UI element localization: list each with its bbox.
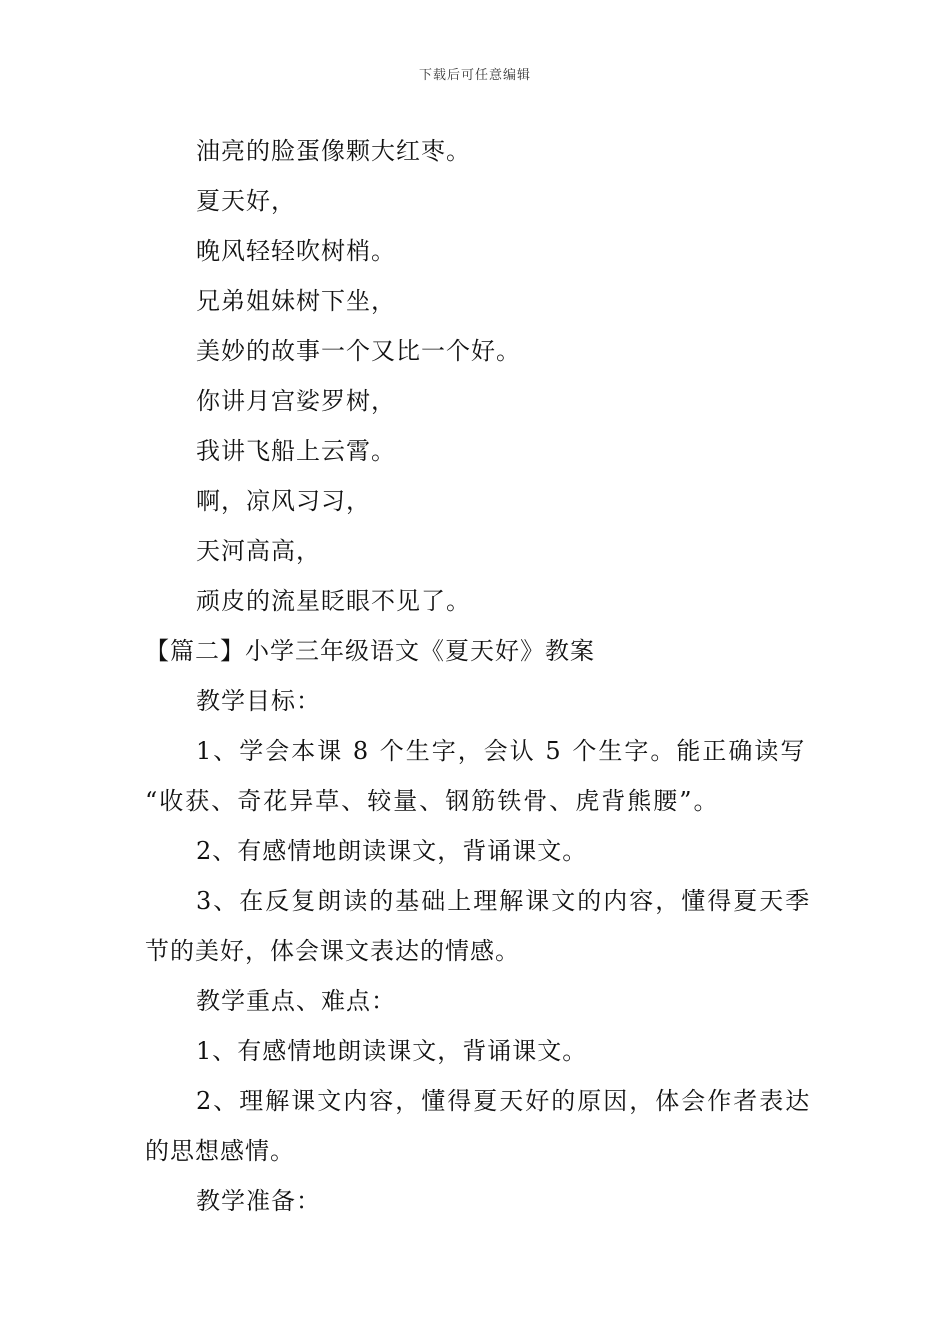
poem-line: 啊，凉风习习， [196, 487, 371, 515]
goal-3-line-1: 3、在反复朗读的基础上理解课文的内容，懂得夏天季 [196, 887, 812, 915]
page-header: 下载后可任意编辑 [418, 68, 531, 83]
key-point-2-line-1: 2、理解课文内容，懂得夏天好的原因，体会作者表达 [196, 1087, 812, 1115]
poem-line: 晚风轻轻吹树梢。 [196, 237, 396, 265]
poem-line: 美妙的故事一个又比一个好。 [196, 337, 521, 365]
poem-line: 天河高高， [196, 537, 321, 565]
poem-line: 你讲月宫娑罗树， [196, 387, 396, 415]
poem-line: 顽皮的流星眨眼不见了。 [196, 587, 471, 615]
goal-1-line-1: 1、学会本课 8 个生字，会认 5 个生字。能正确读写 [196, 737, 807, 765]
goal-2: 2、有感情地朗读课文，背诵课文。 [196, 837, 588, 865]
poem-line: 兄弟姐妹树下坐， [196, 287, 396, 315]
goal-3-line-2: 节的美好，体会课文表达的情感。 [145, 937, 520, 965]
key-point-1: 1、有感情地朗读课文，背诵课文。 [196, 1037, 588, 1065]
poem-line: 油亮的脸蛋像颗大红枣。 [196, 137, 471, 165]
poem-line: 我讲飞船上云霄。 [196, 437, 396, 465]
key-point-2-line-2: 的思想感情。 [145, 1137, 295, 1165]
preparation-title: 教学准备： [196, 1187, 321, 1215]
key-points-title: 教学重点、难点： [196, 987, 396, 1015]
goals-title: 教学目标： [196, 687, 321, 715]
goal-1-line-2: “收获、奇花异草、较量、钢筋铁骨、虎背熊腰”。 [145, 787, 720, 815]
document-body [145, 126, 810, 1226]
poem-line: 夏天好， [196, 187, 296, 215]
section-heading: 【篇二】小学三年级语文《夏天好》教案 [145, 637, 595, 665]
